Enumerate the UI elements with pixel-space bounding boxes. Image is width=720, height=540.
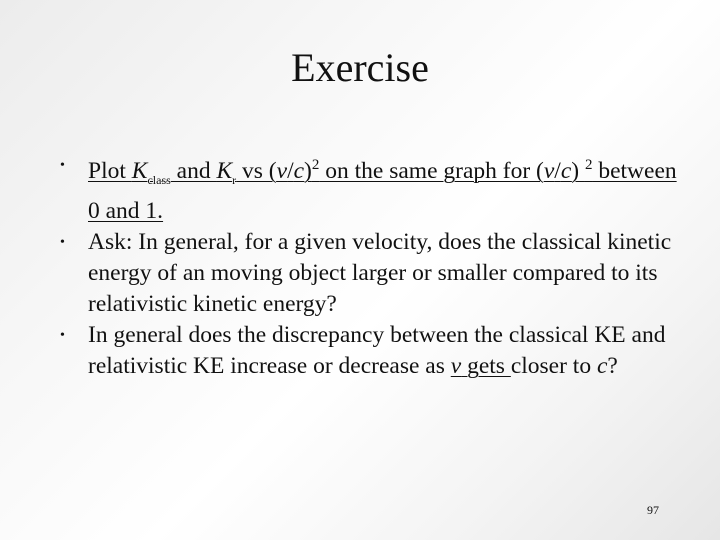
bullet-marker: • bbox=[60, 158, 65, 173]
slide-title: Exercise bbox=[291, 45, 429, 90]
bullet-marker: • bbox=[60, 328, 65, 343]
discrepancy-question: In general does the discrepancy between the classical KE and relativistic KE increase or decrease as v gets closer to c? bbox=[88, 322, 666, 379]
bullet-item-plot bbox=[60, 150, 680, 227]
page-number: 97 bbox=[647, 503, 659, 517]
bullet-item-ask bbox=[60, 227, 680, 320]
bullet-marker: • bbox=[60, 235, 65, 250]
bullet-list bbox=[60, 150, 680, 382]
ask-question: Ask: In general, for a given velocity, does the classical kinetic energy of an moving object larger or smaller compared to its relativistic kinetic energy? bbox=[88, 229, 672, 317]
plot-instruction: Plot $K_{class}$ and $K_r$ vs $(v/c)^2$ on the same graph for (v/c) $^2$ between 0 and 1. bbox=[88, 157, 677, 224]
bullet-item-discrepancy bbox=[60, 320, 680, 382]
